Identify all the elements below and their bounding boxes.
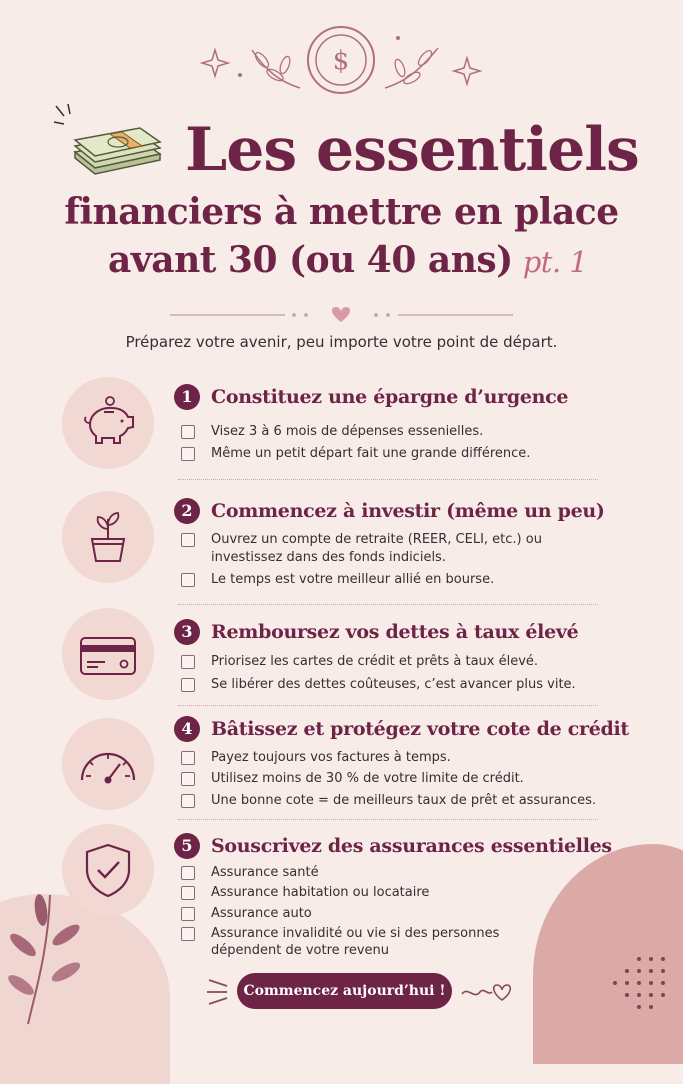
heart-squiggle-icon (460, 978, 515, 1004)
checkbox[interactable] (181, 655, 195, 669)
gauge-icon (62, 718, 154, 810)
checkbox[interactable] (181, 751, 195, 765)
section-title-4: Bâtissez et protégez votre cote de crédit (211, 718, 629, 740)
section-separator (178, 604, 598, 605)
checkbox[interactable] (181, 886, 195, 900)
checkbox[interactable] (181, 927, 195, 941)
subtitle: Préparez votre avenir, peu importe votre point de départ. (125, 333, 558, 351)
step-number-1: 1 (174, 384, 200, 410)
part-label: pt. 1 (522, 245, 588, 279)
checkbox[interactable] (181, 678, 195, 692)
step-number-3: 3 (174, 619, 200, 645)
section-separator (178, 479, 598, 480)
title-line-3 (108, 239, 587, 281)
step-number-2: 2 (174, 498, 200, 524)
dollar-coin-icon (0, 20, 683, 110)
sparkle-lines-icon (52, 104, 82, 132)
section-title-2: Commencez à investir (même un peu) (211, 500, 605, 522)
title-line-2: financiers à mettre en place (64, 191, 619, 233)
checkbox[interactable] (181, 772, 195, 786)
shield-check-icon (62, 824, 154, 916)
checkbox[interactable] (181, 794, 195, 808)
money-stack-icon (70, 122, 165, 187)
piggy-bank-icon (62, 377, 154, 469)
step-number-4: 4 (174, 716, 200, 742)
step-number-5: 5 (174, 833, 200, 859)
checkbox[interactable] (181, 907, 195, 921)
checkbox[interactable] (181, 573, 195, 587)
dots-decoration (599, 954, 669, 1014)
checkbox[interactable] (181, 425, 195, 439)
section-separator (178, 705, 598, 706)
checkbox[interactable] (181, 447, 195, 461)
section-title-5: Souscrivez des assurances essentielles (211, 835, 612, 857)
plant-icon (62, 491, 154, 583)
leaf-branch-icon (8, 890, 93, 1025)
svg-text:$: $ (332, 46, 350, 76)
checkbox[interactable] (181, 533, 195, 547)
credit-card-icon (62, 608, 154, 700)
accent-lines-icon (205, 976, 233, 1006)
section-title-3: Remboursez vos dettes à taux élevé (211, 621, 579, 643)
heart-divider (170, 305, 513, 325)
section-separator (178, 819, 598, 820)
title-line-3-text: avant 30 (ou 40 ans) (108, 239, 513, 281)
section-title-1: Constituez une épargne d’urgence (211, 386, 569, 408)
title-line-1: Les essentiels (185, 115, 639, 185)
start-today-button[interactable]: Commencez aujourd’hui ! (237, 973, 452, 1009)
checkbox[interactable] (181, 866, 195, 880)
